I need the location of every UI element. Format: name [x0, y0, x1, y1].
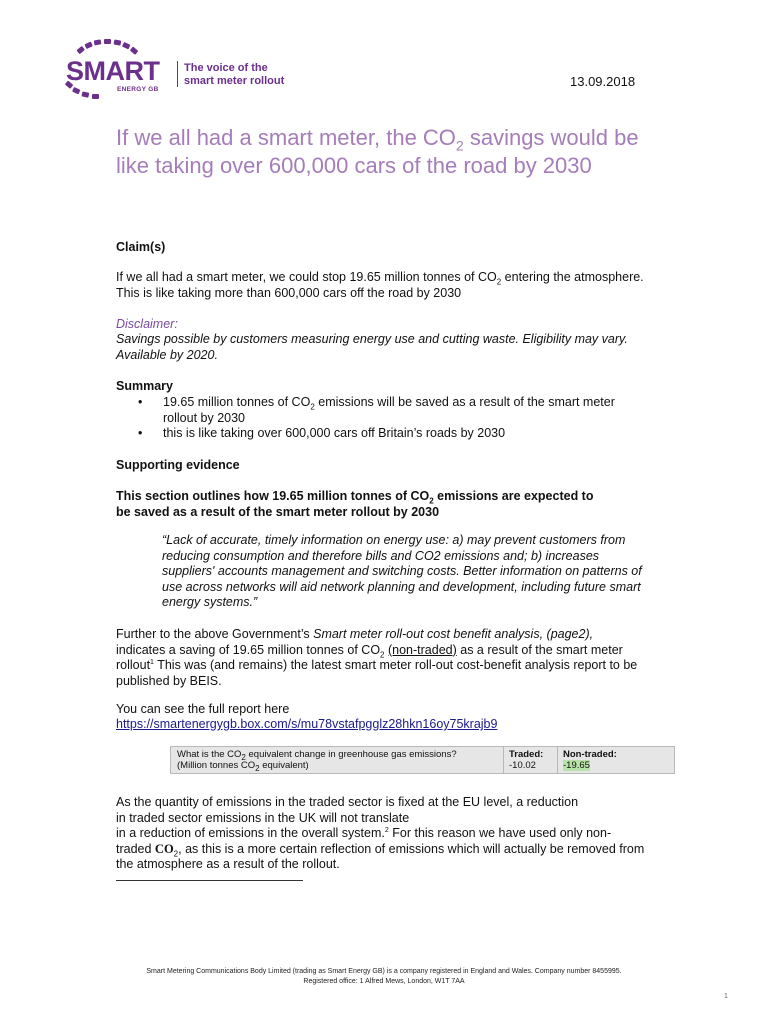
closing-paragraph-1: As the quantity of emissions in the traded sector is fixed at the EU level, a reduction in traded sector emissions in the UK will not translate — [116, 795, 579, 825]
summary-item: • this is like taking over 600,000 cars off Britain’s roads by 2030 — [116, 426, 640, 442]
disclaimer-text: Savings possible by customers measuring energy use and cutting waste. Eligibility may vary. Available by 2020. — [116, 332, 628, 362]
highlighted-value: -19.65 — [563, 760, 590, 771]
further-paragraph: Further to the above Government’s Smart meter roll-out cost benefit analysis, (page2), indicates a saving of 19.65 million tonnes of $CO_2$ (non-traded) as a result of the smart meter rollout$^1$ This was (and remains) the latest smart meter roll-out cost-benefit analysis report to be published by BEIS. — [116, 627, 638, 688]
emissions-table — [170, 746, 675, 774]
logo-subtitle: ENERGY GB — [117, 86, 159, 93]
footer-line-2: Registered office: 1 Alfred Mews, London, W1T 7AA — [303, 978, 465, 985]
claims-heading: Claim(s) — [116, 240, 166, 254]
summary-item: • 19.65 million tonnes of $CO_2$ emissions will be saved as a result of the smart meter rollout by 2030 — [116, 395, 640, 426]
evidence-quote: “Lack of accurate, timely information on energy use: a) may prevent customers from reducing consumption and therefore bills and CO2 emissions and; b) increases suppliers' accounts management and switching costs. Better information on patterns of use across networks will aid network planning and development, including future smart energy systems.” — [162, 533, 642, 609]
summary-list — [116, 395, 640, 442]
table-non-traded: Non-traded: -19.65 — [563, 749, 617, 771]
claims-text: If we all had a smart meter, we could stop 19.65 million tonnes of $CO_2$ entering the atmosphere. This is like taking more than 600,000 cars off the road by 2030 — [116, 270, 644, 300]
table-divider — [557, 747, 558, 773]
page-number: 1 — [724, 993, 728, 1000]
evidence-heading: Supporting evidence — [116, 458, 240, 472]
tagline-line-1: The voice of the — [184, 62, 268, 74]
closing-paragraph-2: in a reduction of emissions in the overall system.$^2$ For this reason we have used only non-traded $CO_2$, as this is a more certain reflection of emissions which will actually be removed from the atmosphere as a result of the rollout. — [116, 826, 645, 871]
tagline-line-2: smart meter rollout — [184, 75, 285, 87]
disclaimer-label: Disclaimer: — [116, 317, 178, 331]
summary-heading: Summary — [116, 379, 173, 393]
logo-divider — [177, 61, 178, 87]
table-traded: Traded: -10.02 — [509, 749, 544, 771]
footnote-ref-1[interactable]: 1 — [150, 658, 154, 666]
footer-line-1: Smart Metering Communications Body Limited (trading as Smart Energy GB) is a company registered in England and Wales. Company number 8455995. — [146, 968, 622, 975]
logo-wordmark: SMART — [66, 56, 160, 86]
table-question: What is the $CO_2$ equivalent change in greenhouse gas emissions? (Million tonnes $CO_2$ equivalent) — [177, 749, 457, 773]
evidence-lead: This section outlines how 19.65 million tonnes of $CO_2$ emissions are expected to be saved as a result of the smart meter rollout by 2030 — [116, 489, 594, 519]
document-date: 13.09.2018 — [570, 74, 636, 89]
non-traded-term: (non-traded) — [387, 642, 457, 657]
report-link[interactable]: https://smartenergygb.box.com/s/mu78vstafpgglz28hkn16oy75krajb9 — [116, 717, 498, 731]
footnote-ref-2[interactable]: 2 — [384, 826, 389, 834]
document-title: If we all had a smart meter, the $CO_2$ savings would be like taking over 600,000 cars of the road by 2030 — [116, 125, 639, 178]
report-text: You can see the full report here — [116, 702, 290, 716]
table-divider — [503, 747, 504, 773]
footnote-rule — [116, 880, 303, 881]
